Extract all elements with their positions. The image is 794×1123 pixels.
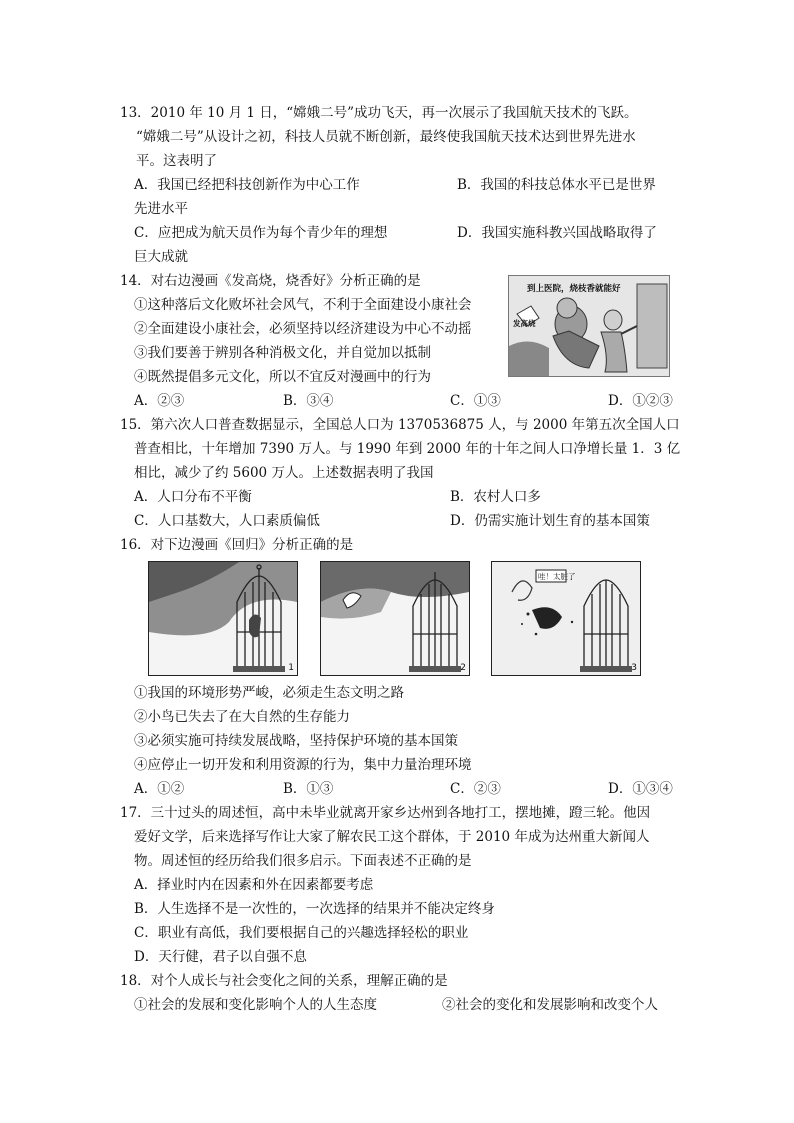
q15-stem-line3: 相比，减少了约 5600 万人。上述数据表明了我国 (134, 465, 434, 481)
q15-option-a: A．人口分布不平衡 (134, 489, 252, 505)
q13-option-d-cont: 巨大成就 (134, 249, 188, 265)
q17-option-d: D．天行健，君子以自强不息 (134, 949, 307, 965)
cartoon14-caption: 到上医院，烧枝香就能好 (527, 284, 621, 294)
q17-stem-line1: 17．三十过头的周述恒，高中未毕业就离开家乡达州到各地打工，摆地摊，蹬三轮。他因 (120, 805, 651, 821)
q14-statement-4: ④既然提倡多元文化，所以不宜反对漫画中的行为 (134, 369, 431, 385)
q16-statement-3: ③必须实施可持续发展战略，坚持保护环境的基本国策 (134, 733, 458, 749)
q13-option-b: B．我国的科技总体水平已是世界 (457, 177, 656, 193)
q17-option-c: C．职业有高低，我们要根据自己的兴趣选择轻松的职业 (134, 925, 469, 941)
cartoon14-side-label: 发高烧 (513, 319, 536, 328)
q15-stem-line2: 普查相比，十年增加 7390 万人。与 1990 年到 2000 年的十年之间人口净增长量 1．3 亿 (134, 441, 681, 457)
panel-2-number: 2 (460, 663, 466, 673)
fever-incense-cartoon (508, 275, 670, 377)
q18-statement-1: ①社会的发展和变化影响个人的人生态度 (134, 997, 377, 1013)
q16-statement-4: ④应停止一切开发和利用资源的行为，集中力量治理环境 (134, 757, 472, 773)
q14-option-a: A．②③ (134, 393, 185, 409)
q17-option-b: B．人生选择不是一次性的，一次选择的结果并不能决定终身 (134, 901, 495, 917)
q17-stem-line2: 爱好文学，后来选择写作让大家了解农民工这个群体，于 2010 年成为达州重大新闻人 (134, 829, 650, 845)
q14-stem: 14．对右边漫画《发高烧，烧香好》分析正确的是 (120, 273, 421, 289)
q16-option-c: C．②③ (450, 781, 501, 797)
q14-statement-2: ②全面建设小康社会，必须坚持以经济建设为中心不动摇 (134, 321, 472, 337)
q13-stem-line1: 13．2010 年 10 月 1 日，“嫦娥二号”成功飞天，再一次展示了我国航天技术的飞跃。 (120, 105, 638, 121)
q13-stem-line2: “嫦娥二号”从设计之初，科技人员就不断创新，最终使我国航天技术达到世界先进水 (136, 129, 636, 145)
q14-option-b: B．③④ (283, 393, 334, 409)
q16-statement-1: ①我国的环境形势严峻，必须走生态文明之路 (134, 685, 404, 701)
q15-stem-line1: 15．第六次人口普查数据显示，全国总人口为 1370536875 人，与 2000 年第五次全国人口 (120, 417, 680, 433)
panel-2-art (321, 562, 469, 675)
q13-option-a: A．我国已经把科技创新作为中心工作 (134, 177, 360, 193)
q17-stem-line3: 物。周述恒的经历给我们很多启示。下面表述不正确的是 (134, 853, 472, 869)
q16-stem: 16．对下边漫画《回归》分析正确的是 (120, 537, 354, 553)
q16-option-d: D．①③④ (608, 781, 673, 797)
panel-1-number: 1 (288, 663, 294, 673)
q18-stem: 18．对个人成长与社会变化之间的关系，理解正确的是 (120, 973, 448, 989)
q18-statement-2: ②社会的变化和发展影响和改变个人 (442, 997, 658, 1013)
q13-option-b-cont: 先进水平 (134, 201, 188, 217)
q16-option-a: A．①② (134, 781, 185, 797)
q14-statement-3: ③我们要善于辨别各种消极文化，并自觉加以抵制 (134, 345, 431, 361)
q14-statement-1: ①这种落后文化败坏社会风气，不利于全面建设小康社会 (134, 297, 472, 313)
q13-stem-line3: 平。这表明了 (136, 153, 217, 169)
q15-option-b: B．农村人口多 (450, 489, 541, 505)
q16-statement-2: ②小鸟已失去了在大自然的生存能力 (134, 709, 350, 725)
return-cartoon-panel-2 (320, 561, 470, 676)
q13-option-d: D．我国实施科教兴国战略取得了 (457, 225, 657, 241)
return-cartoon-panel-3 (491, 561, 641, 676)
panel-1-art (149, 562, 297, 675)
q17-option-a: A．择业时内在因素和外在因素都要考虑 (134, 877, 374, 893)
return-cartoon-panel-1 (148, 561, 298, 676)
q16-option-b: B．①③ (283, 781, 334, 797)
q15-option-c: C．人口基数大，人口素质偏低 (134, 513, 320, 529)
q14-option-d: D．①②③ (608, 393, 673, 409)
q14-option-c: C．①③ (450, 393, 501, 409)
q15-option-d: D．仍需实施计划生育的基本国策 (450, 513, 650, 529)
panel-3-speech-bubble: 哇！太脏了 (538, 572, 576, 581)
q13-option-c: C．应把成为航天员作为每个青少年的理想 (134, 225, 388, 241)
panel-3-number: 3 (631, 663, 637, 673)
